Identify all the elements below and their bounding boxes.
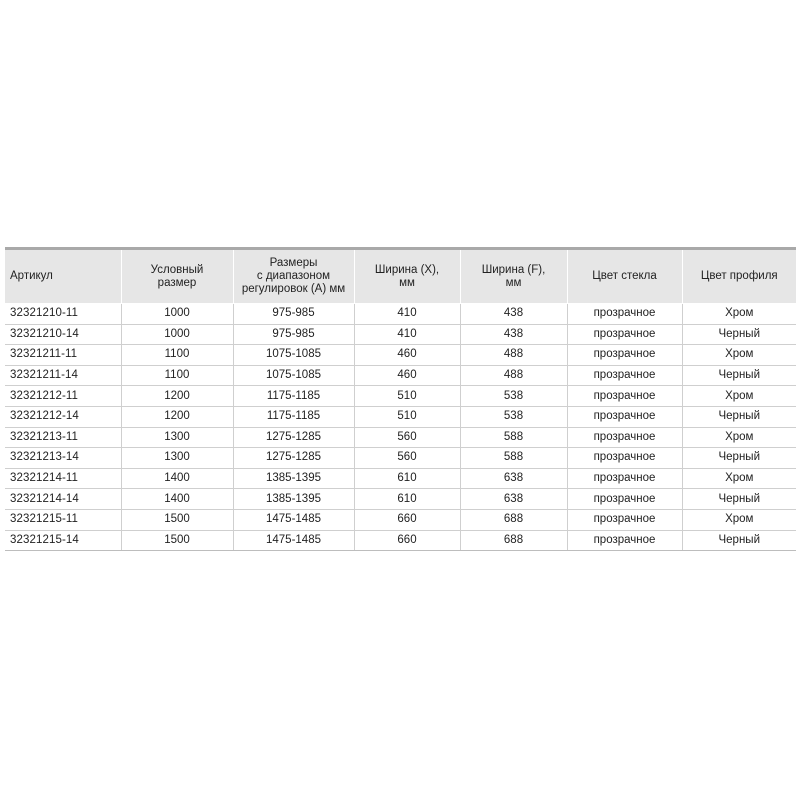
cell-size-range: 975-985 [233,304,354,325]
table-row [5,509,796,530]
cell-size-range: 1475-1485 [233,530,354,551]
specification-table [5,247,796,551]
cell-width-x: 510 [354,406,460,427]
table-row [5,406,796,427]
header-width-f: Ширина (F), мм [460,249,567,304]
cell-glass-color: прозрачное [567,448,682,469]
cell-width-f: 588 [460,427,567,448]
cell-article: 32321214-11 [5,468,121,489]
cell-profile-color: Черный [682,406,796,427]
cell-width-f: 538 [460,406,567,427]
cell-nominal-size: 1400 [121,489,233,510]
cell-glass-color: прозрачное [567,509,682,530]
cell-width-x: 460 [354,345,460,366]
table-header [5,249,796,304]
table-row [5,468,796,489]
cell-profile-color: Хром [682,304,796,325]
cell-size-range: 1275-1285 [233,427,354,448]
cell-article: 32321210-14 [5,324,121,345]
cell-profile-color: Черный [682,448,796,469]
cell-profile-color: Хром [682,345,796,366]
cell-width-x: 410 [354,304,460,325]
cell-glass-color: прозрачное [567,406,682,427]
table-row [5,448,796,469]
cell-glass-color: прозрачное [567,530,682,551]
cell-width-f: 688 [460,530,567,551]
cell-nominal-size: 1100 [121,365,233,386]
cell-article: 32321211-14 [5,365,121,386]
cell-article: 32321213-11 [5,427,121,448]
cell-nominal-size: 1300 [121,427,233,448]
cell-width-f: 488 [460,345,567,366]
cell-size-range: 1385-1395 [233,489,354,510]
table-row [5,386,796,407]
cell-width-x: 510 [354,386,460,407]
cell-width-x: 610 [354,468,460,489]
cell-size-range: 1075-1085 [233,345,354,366]
table-row [5,345,796,366]
cell-width-x: 410 [354,324,460,345]
cell-profile-color: Хром [682,509,796,530]
cell-width-f: 538 [460,386,567,407]
cell-nominal-size: 1000 [121,324,233,345]
header-nominal-size: Условный размер [121,249,233,304]
cell-width-f: 688 [460,509,567,530]
cell-glass-color: прозрачное [567,489,682,510]
cell-article: 32321210-11 [5,304,121,325]
cell-nominal-size: 1200 [121,406,233,427]
cell-article: 32321214-14 [5,489,121,510]
cell-width-x: 660 [354,530,460,551]
cell-width-f: 638 [460,489,567,510]
cell-width-x: 560 [354,427,460,448]
header-profile-color: Цвет профиля [682,249,796,304]
cell-nominal-size: 1000 [121,304,233,325]
cell-glass-color: прозрачное [567,365,682,386]
cell-width-f: 438 [460,304,567,325]
cell-article: 32321212-14 [5,406,121,427]
header-glass-color: Цвет стекла [567,249,682,304]
cell-size-range: 1275-1285 [233,448,354,469]
cell-article: 32321211-11 [5,345,121,366]
cell-profile-color: Черный [682,324,796,345]
header-article: Артикул [5,249,121,304]
cell-width-x: 560 [354,448,460,469]
table-row [5,530,796,551]
cell-profile-color: Черный [682,365,796,386]
cell-size-range: 1385-1395 [233,468,354,489]
cell-glass-color: прозрачное [567,324,682,345]
cell-width-f: 438 [460,324,567,345]
cell-glass-color: прозрачное [567,304,682,325]
cell-profile-color: Черный [682,489,796,510]
cell-width-f: 488 [460,365,567,386]
cell-nominal-size: 1500 [121,530,233,551]
cell-profile-color: Черный [682,530,796,551]
cell-profile-color: Хром [682,386,796,407]
cell-nominal-size: 1300 [121,448,233,469]
cell-article: 32321215-11 [5,509,121,530]
table-row [5,304,796,325]
cell-size-range: 975-985 [233,324,354,345]
table-row [5,489,796,510]
cell-width-x: 660 [354,509,460,530]
cell-glass-color: прозрачное [567,468,682,489]
cell-profile-color: Хром [682,468,796,489]
header-width-x: Ширина (X), мм [354,249,460,304]
cell-nominal-size: 1500 [121,509,233,530]
cell-size-range: 1075-1085 [233,365,354,386]
cell-width-f: 638 [460,468,567,489]
table-row [5,365,796,386]
cell-article: 32321213-14 [5,448,121,469]
cell-article: 32321212-11 [5,386,121,407]
header-row [5,249,796,304]
cell-size-range: 1475-1485 [233,509,354,530]
cell-nominal-size: 1400 [121,468,233,489]
cell-size-range: 1175-1185 [233,386,354,407]
cell-width-x: 460 [354,365,460,386]
table-body [5,304,796,551]
table-row [5,324,796,345]
cell-nominal-size: 1200 [121,386,233,407]
cell-width-x: 610 [354,489,460,510]
table-row [5,427,796,448]
cell-article: 32321215-14 [5,530,121,551]
cell-glass-color: прозрачное [567,345,682,366]
header-size-range: Размеры с диапазоном регулировок (A) мм [233,249,354,304]
cell-profile-color: Хром [682,427,796,448]
cell-nominal-size: 1100 [121,345,233,366]
cell-glass-color: прозрачное [567,427,682,448]
cell-size-range: 1175-1185 [233,406,354,427]
cell-glass-color: прозрачное [567,386,682,407]
cell-width-f: 588 [460,448,567,469]
